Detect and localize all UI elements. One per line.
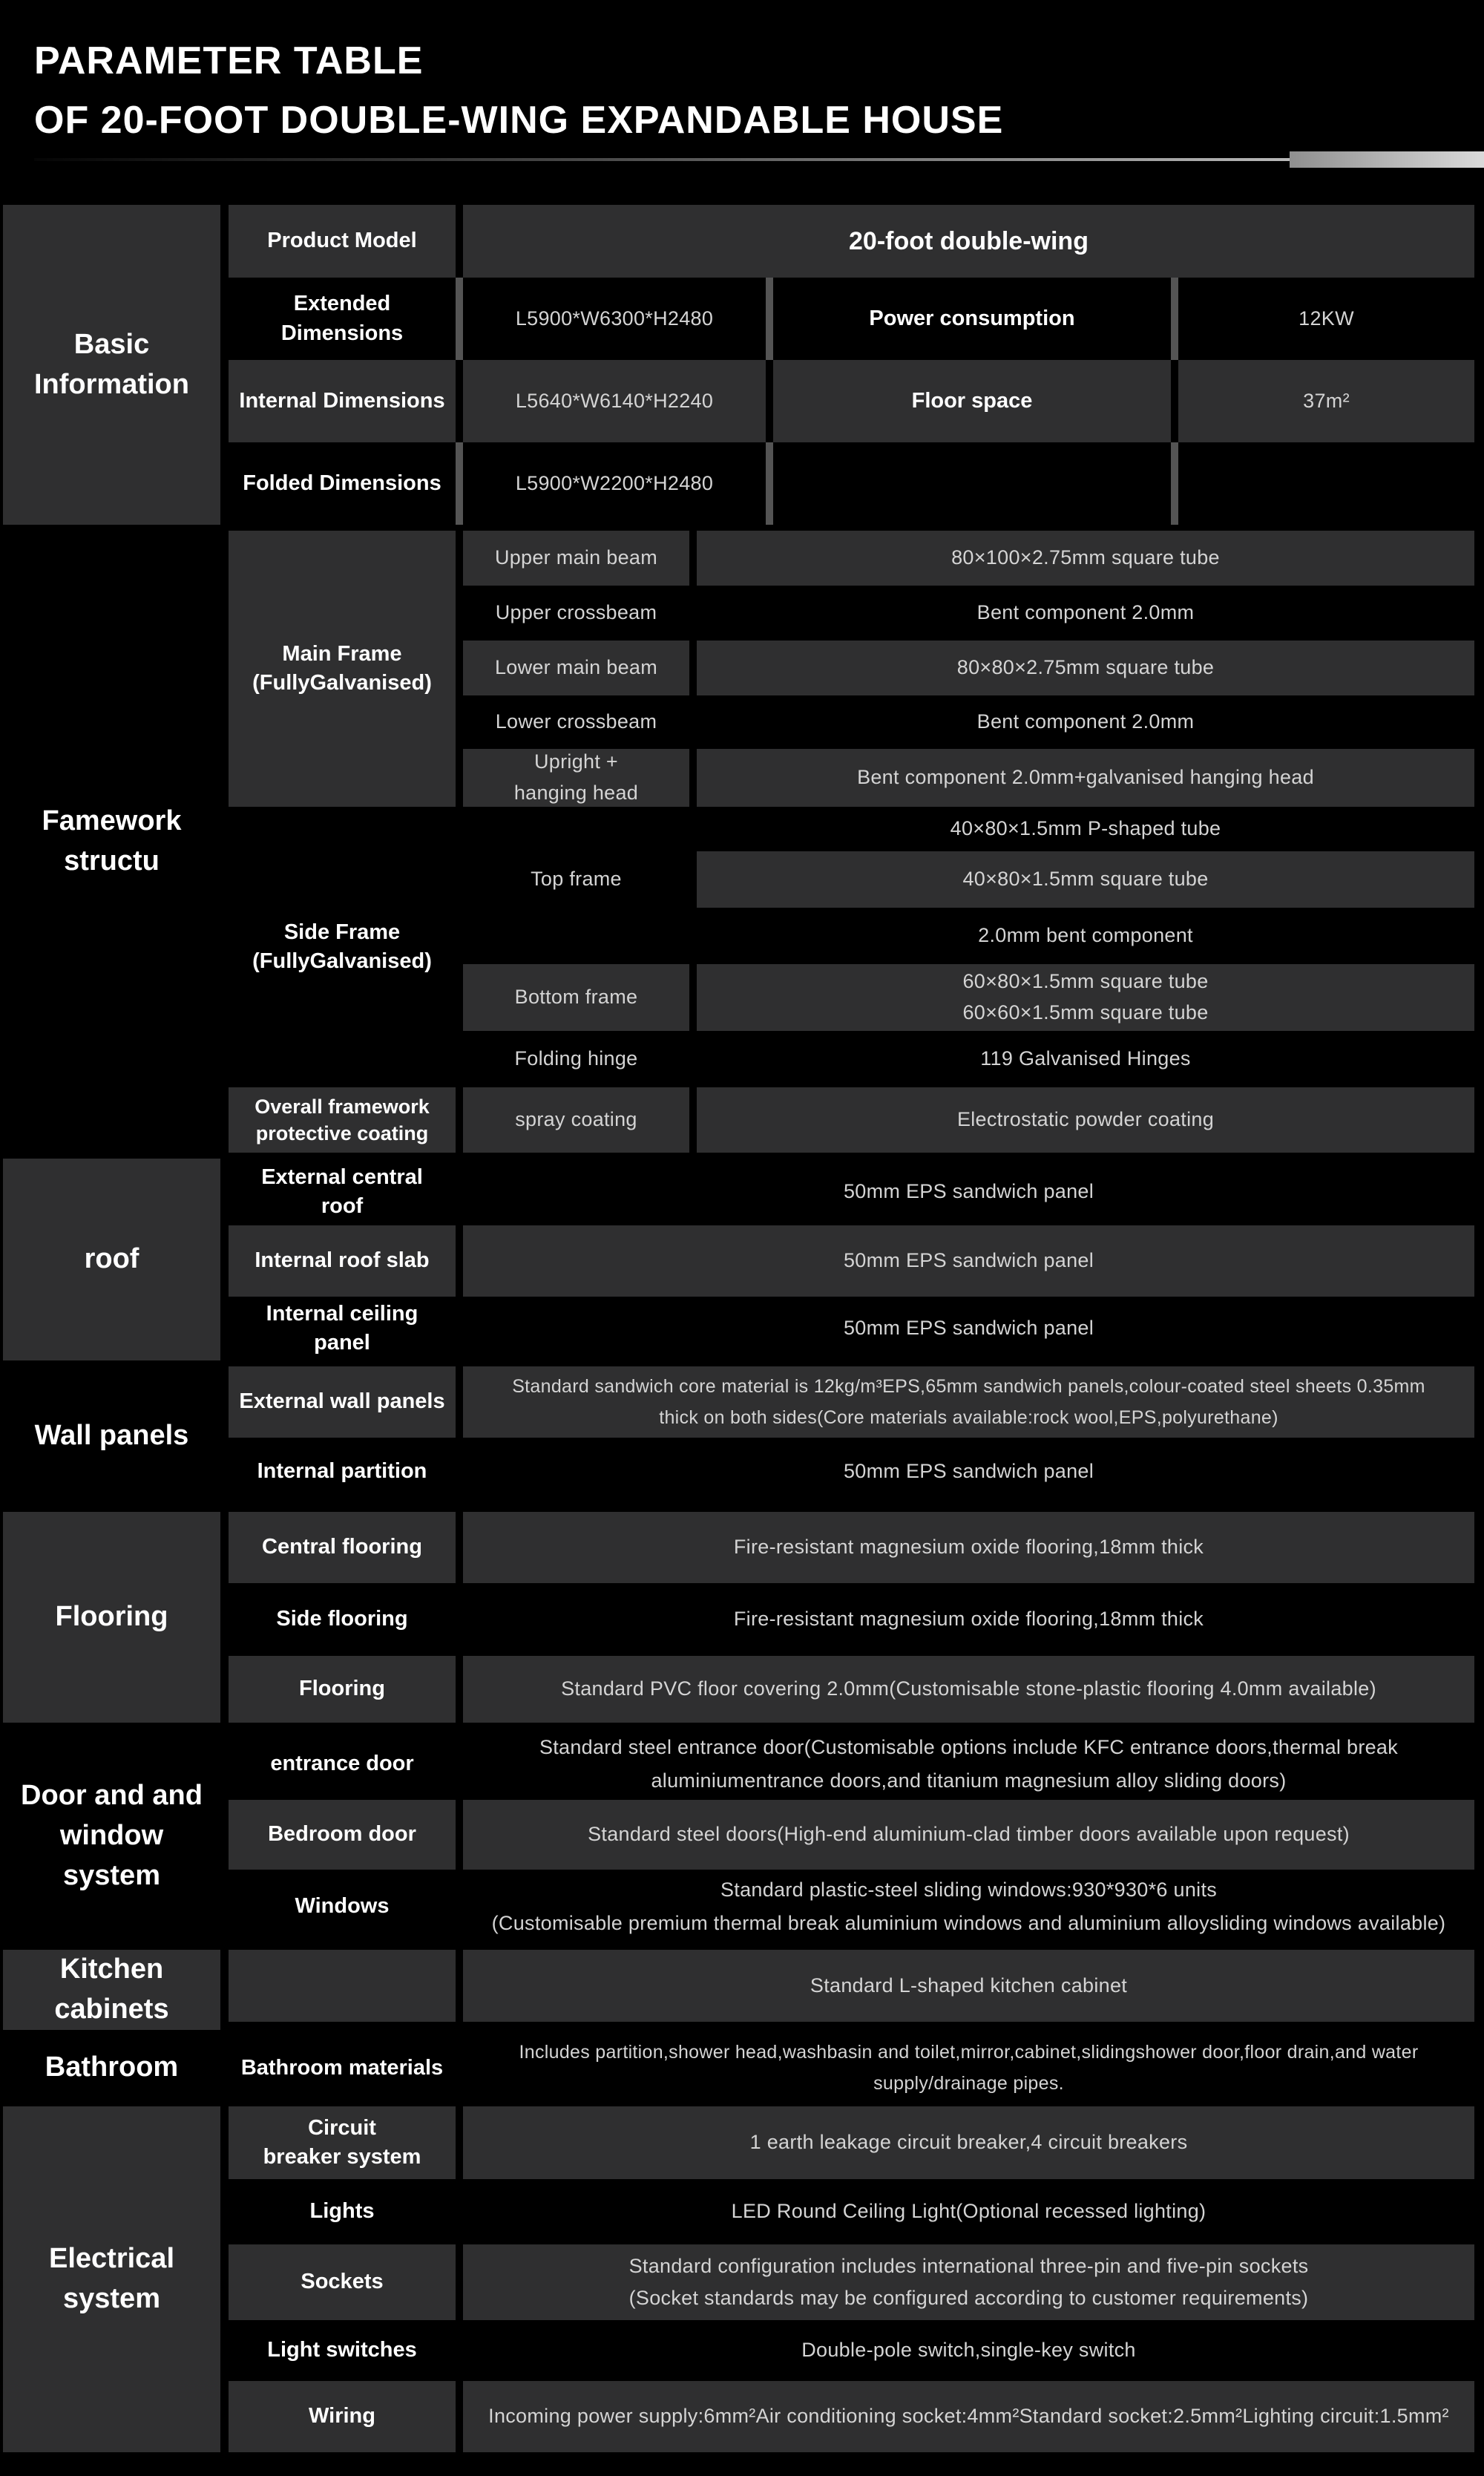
main-frame-block: [229, 531, 1474, 807]
row-label: Flooring: [229, 1656, 456, 1723]
row-label: Light switches: [229, 2320, 456, 2381]
row-sublabel: Upper crossbeam: [463, 586, 689, 641]
row-label: Overall framework protective coating: [229, 1087, 456, 1153]
table-row: [463, 964, 1474, 1031]
row-label: Lights: [229, 2179, 456, 2244]
table-row: [463, 531, 1474, 586]
table-row: [463, 1031, 1474, 1087]
group-label-line: (FullyGalvanised): [252, 671, 432, 695]
table-row: [229, 360, 1474, 442]
table-row: [229, 278, 1474, 360]
section-kitchen: [3, 1950, 1474, 2030]
row-value: 2.0mm bent component: [697, 908, 1474, 964]
main-frame-rows: [463, 531, 1474, 807]
row-label: Sockets: [229, 2244, 456, 2320]
section-label-bathroom: Bathroom: [3, 2036, 220, 2100]
table-row: [463, 749, 1474, 807]
label-line: breaker system: [263, 2144, 421, 2169]
row-value: 1 earth leakage circuit breaker,4 circuit breakers: [463, 2106, 1474, 2179]
row-value: 40×80×1.5mm P-shaped tube: [697, 807, 1474, 851]
row-value: Bent component 2.0mm+galvanised hanging head: [697, 749, 1474, 807]
table-row: [463, 586, 1474, 641]
row-value: 50mm EPS sandwich panel: [463, 1438, 1474, 1506]
table-row: [229, 2106, 1474, 2179]
section-label-kitchen: Kitchen cabinets: [3, 1950, 220, 2030]
row-label: Folded Dimensions: [229, 442, 456, 525]
group-label-side-frame: [229, 807, 456, 1087]
value-line: (Customisable premium thermal break aluminium windows and aluminium alloysliding windows available): [491, 1912, 1446, 1934]
row-label: Internal partition: [229, 1438, 456, 1506]
row-sublabel: Top frame: [463, 851, 689, 908]
table-row: [229, 1159, 1474, 1225]
table-row: [229, 1512, 1474, 1583]
row-label: Side flooring: [229, 1583, 456, 1656]
row-label: [229, 2106, 456, 2179]
table-row: [229, 1438, 1474, 1506]
row-label: Internal Dimensions: [229, 360, 456, 442]
row-value: [697, 964, 1474, 1031]
row-value: Standard PVC floor covering 2.0mm(Customisable stone-plastic flooring 4.0mm available): [463, 1656, 1474, 1723]
row-value: 80×80×2.75mm square tube: [697, 641, 1474, 695]
sublabel-line: hanging head: [513, 782, 639, 804]
table-row: [229, 2320, 1474, 2381]
section-roof-rows: [229, 1159, 1474, 1360]
row-label: [773, 442, 1171, 525]
row-value: [463, 1870, 1474, 1944]
page-subtitle: OF 20-FOOT DOUBLE-WING EXPANDABLE HOUSE: [34, 99, 1004, 142]
row-value: Incoming power supply:6mm²Air conditioning socket:4mm²Standard socket:2.5mm²Lighting circuit:1.5mm²: [463, 2381, 1474, 2452]
row-value: Standard steel doors(High-end aluminium-clad timber doors available upon request): [463, 1800, 1474, 1870]
table-row: [229, 1583, 1474, 1656]
row-value: 37m²: [1178, 360, 1474, 442]
row-value: L5640*W6140*H2240: [463, 360, 766, 442]
row-value: Standard steel entrance door(Customisable options include KFC entrance doors,thermal break aluminiumentrance doors,and titanium magnesium alloy sliding doors): [463, 1729, 1474, 1800]
row-value: LED Round Ceiling Light(Optional recessed lighting): [463, 2179, 1474, 2244]
row-label: Central flooring: [229, 1512, 456, 1583]
row-value: L5900*W6300*H2480: [463, 278, 766, 360]
value-line: 60×60×1.5mm square tube: [962, 1001, 1209, 1024]
side-frame-block: [229, 807, 1474, 1087]
row-value: Includes partition,shower head,washbasin and toilet,mirror,cabinet,slidingshower door,floor drain,and water supply/drainage pipes.: [463, 2036, 1474, 2100]
section-doors-rows: [229, 1729, 1474, 1944]
row-value: Fire-resistant magnesium oxide flooring,18mm thick: [463, 1512, 1474, 1583]
table-row: [463, 851, 1474, 908]
row-sublabel: [463, 807, 689, 851]
section-bathroom: [3, 2036, 1474, 2100]
row-label: Windows: [229, 1870, 456, 1944]
group-label-line: Main Frame: [282, 641, 402, 666]
row-label: entrance door: [229, 1729, 456, 1800]
row-label: External central roof: [229, 1159, 456, 1225]
section-label-basic: Basic Information: [3, 205, 220, 525]
group-label-main-frame: [229, 531, 456, 807]
table-row: [229, 2179, 1474, 2244]
row-label: Bathroom materials: [229, 2036, 456, 2100]
section-label-wall: Wall panels: [3, 1366, 220, 1506]
row-label: Extended Dimensions: [229, 278, 456, 360]
table-row: [229, 1087, 1474, 1153]
table-row: [229, 1870, 1474, 1944]
section-framework: [3, 531, 1474, 1153]
title-rule-line: [34, 158, 1290, 161]
table-row: [229, 1800, 1474, 1870]
row-value: [463, 2244, 1474, 2320]
section-doors: [3, 1729, 1474, 1944]
section-label-electrical: Electrical system: [3, 2106, 220, 2452]
table-row: [229, 1656, 1474, 1723]
section-flooring-rows: [229, 1512, 1474, 1723]
page-header: [0, 0, 1484, 168]
value-line: 60×80×1.5mm square tube: [962, 970, 1209, 993]
group-label-line: (FullyGalvanised): [252, 949, 432, 973]
row-label: Power consumption: [773, 278, 1171, 360]
value-line: (Socket standards may be configured according to customer requirements): [628, 2286, 1309, 2309]
row-label: Internal ceiling panel: [229, 1297, 456, 1360]
row-label: Bedroom door: [229, 1800, 456, 1870]
row-label: [229, 1950, 456, 2022]
row-sublabel: Lower crossbeam: [463, 695, 689, 749]
table-row: [229, 442, 1474, 525]
row-value: 20-foot double-wing: [463, 205, 1474, 278]
section-label-flooring: Flooring: [3, 1512, 220, 1723]
sublabel-line: Upright +: [533, 750, 618, 773]
table-row: [229, 2381, 1474, 2452]
row-sublabel: [463, 908, 689, 964]
table-row: [229, 1950, 1474, 2022]
section-bathroom-rows: [229, 2036, 1474, 2100]
section-label-roof: roof: [3, 1159, 220, 1360]
table-row: [229, 1225, 1474, 1297]
section-electrical: [3, 2106, 1474, 2452]
row-value: Bent component 2.0mm: [697, 586, 1474, 641]
section-label-framework: Famework structu: [3, 531, 220, 1153]
row-value: [1178, 442, 1474, 525]
row-label: Product Model: [229, 205, 456, 278]
table-row: [229, 1729, 1474, 1800]
row-sublabel: Folding hinge: [463, 1031, 689, 1087]
row-label: Internal roof slab: [229, 1225, 456, 1297]
row-value: Standard sandwich core material is 12kg/m³EPS,65mm sandwich panels,colour-coated steel sheets 0.35mm thick on both sides(Core materials available:rock wool,EPS,polyurethane): [463, 1366, 1474, 1438]
row-value: 50mm EPS sandwich panel: [463, 1297, 1474, 1360]
row-value: Fire-resistant magnesium oxide flooring,18mm thick: [463, 1583, 1474, 1656]
row-label: External wall panels: [229, 1366, 456, 1438]
group-label-line: Side Frame: [283, 920, 401, 944]
row-label: Wiring: [229, 2381, 456, 2452]
section-roof: [3, 1159, 1474, 1360]
row-sublabel: Upper main beam: [463, 531, 689, 586]
table-row: [229, 1366, 1474, 1438]
section-flooring: [3, 1512, 1474, 1723]
row-value: Standard L-shaped kitchen cabinet: [463, 1950, 1474, 2022]
row-value: L5900*W2200*H2480: [463, 442, 766, 525]
row-sublabel: Bottom frame: [463, 964, 689, 1031]
value-line: Standard plastic-steel sliding windows:930*930*6 units: [720, 1879, 1218, 1902]
row-value: 12KW: [1178, 278, 1474, 360]
page-title: PARAMETER TABLE: [34, 39, 424, 82]
row-value: Bent component 2.0mm: [697, 695, 1474, 749]
table-row: [463, 695, 1474, 749]
row-sublabel: spray coating: [463, 1087, 689, 1153]
title-rule: [34, 151, 1484, 168]
title-rule-end-block: [1290, 151, 1484, 168]
section-wall: [3, 1366, 1474, 1506]
row-sublabel: [463, 749, 689, 807]
row-value: 80×100×2.75mm square tube: [697, 531, 1474, 586]
side-frame-rows: [463, 807, 1474, 1087]
table-row: [229, 205, 1474, 278]
section-basic: [3, 205, 1474, 525]
row-label: Floor space: [773, 360, 1171, 442]
row-value: 40×80×1.5mm square tube: [697, 851, 1474, 908]
row-value: 50mm EPS sandwich panel: [463, 1225, 1474, 1297]
section-label-doors: Door and and window system: [3, 1729, 220, 1944]
row-value: Double-pole switch,single-key switch: [463, 2320, 1474, 2381]
table-row: [229, 2244, 1474, 2320]
section-basic-rows: [229, 205, 1474, 525]
table-row: [463, 807, 1474, 851]
row-value: Electrostatic powder coating: [697, 1087, 1474, 1153]
section-kitchen-rows: [229, 1950, 1474, 2030]
table-row: [229, 2036, 1474, 2100]
row-sublabel: Lower main beam: [463, 641, 689, 695]
section-framework-rows: [229, 531, 1474, 1153]
row-value: 119 Galvanised Hinges: [697, 1031, 1474, 1087]
section-wall-rows: [229, 1366, 1474, 1506]
table-row: [463, 908, 1474, 964]
table-row: [229, 1297, 1474, 1360]
row-value: 50mm EPS sandwich panel: [463, 1159, 1474, 1225]
value-line: Standard configuration includes international three-pin and five-pin sockets: [628, 2254, 1309, 2277]
table-row: [463, 641, 1474, 695]
label-line: Circuit: [308, 2115, 376, 2140]
section-electrical-rows: [229, 2106, 1474, 2452]
